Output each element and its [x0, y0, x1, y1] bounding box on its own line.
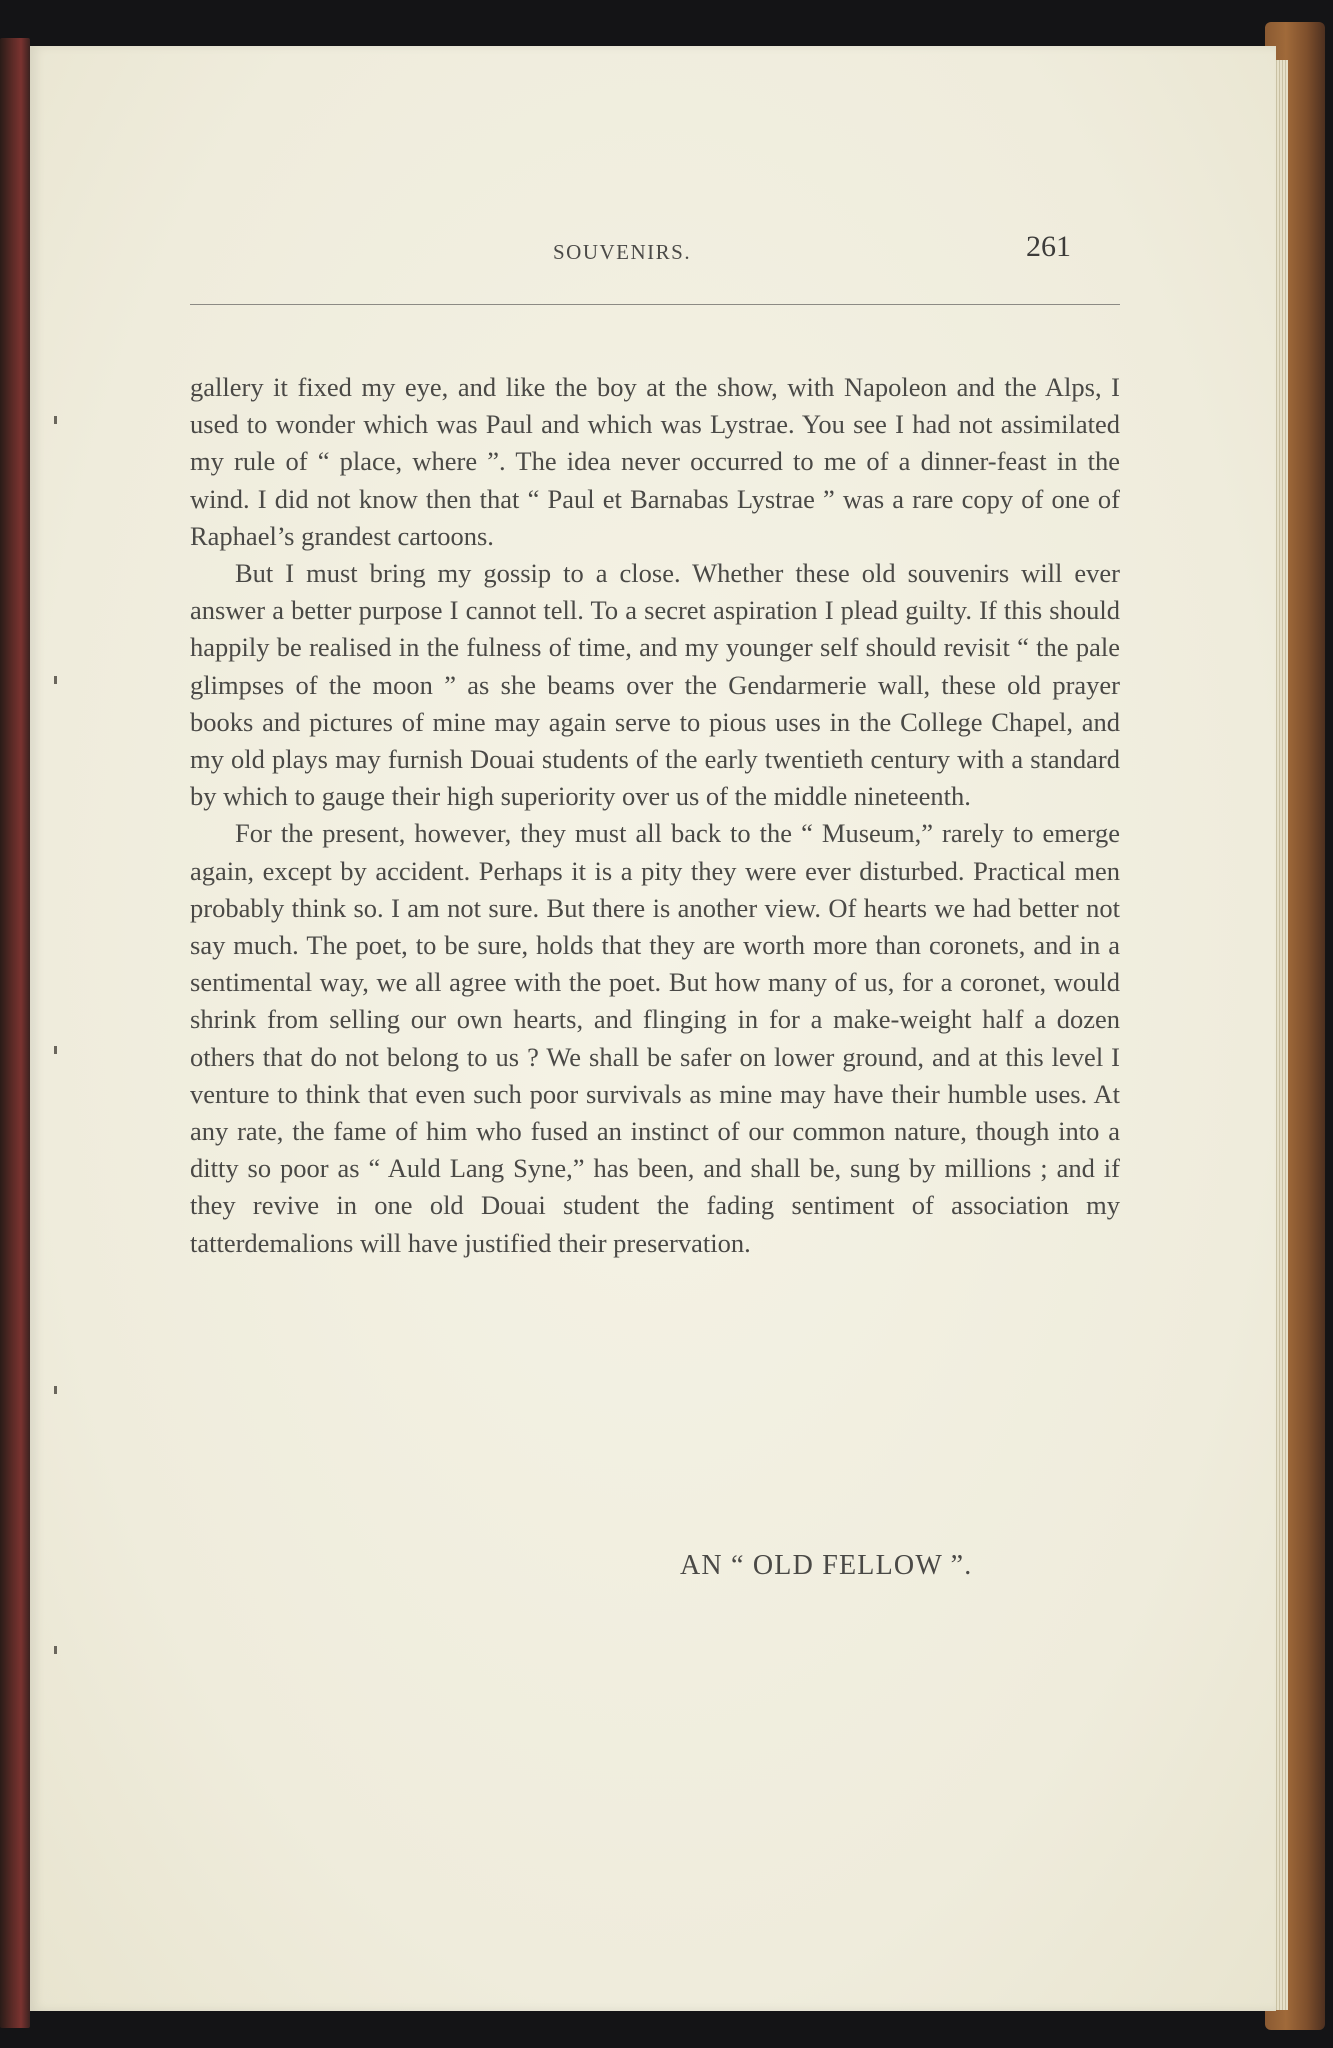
- signature: AN “ OLD FELLOW ”.: [680, 1550, 973, 1581]
- left-cover-edge: [0, 38, 30, 2028]
- paragraph: But I must bring my gossip to a close. Whether these old souvenirs will ever answer a better purpose I cannot tell. To a secret aspiration I plead guilty. If this should happily be realised in the fulness of time, and my younger self should revisit “ the pale glimpses of the moon ” as she beams over the Gendarmerie wall, these old prayer books and pictures of mine may again serve to pious uses in the College Chapel, and my old plays may furnish Douai students of the early twentieth century with a standard by which to gauge their high superiority over us of the middle nineteenth.: [190, 558, 1120, 812]
- paragraph: For the present, however, they must all back to the “ Museum,” rarely to emerge again, except by accident. Perhaps it is a pity they were ever disturbed. Practical men probably think so. I am not sure. But there is another view. Of hearts we had better not say much. The poet, to be sure, holds that they are worth more than coronets, and in a sentimental way, we all agree with the poet. But how many of us, for a coronet, would shrink from selling our own hearts, and flinging in for a make-weight half a dozen others that do not belong to us ? We shall be safer on lower ground, and at this level I venture to think that even such poor survivals as mine may have their humble uses. At any rate, the fame of him who fused an instinct of our common nature, though into a ditty so poor as “ Auld Lang Syne,” has been, and shall be, sung by millions ; and if they revive in one old Douai student the fading sentiment of association my tatterdemalions will have justified their preservation.: [190, 818, 1120, 1258]
- margin-mark: [54, 1646, 57, 1654]
- body-text: [190, 369, 1120, 1262]
- margin-mark: [54, 1046, 57, 1054]
- running-title: SOUVENIRS.: [553, 240, 692, 264]
- margin-mark: [54, 1386, 57, 1394]
- book-page: [30, 46, 1276, 2011]
- running-head: [30, 230, 1276, 280]
- page-number: 261: [1026, 230, 1071, 263]
- paragraph: gallery it fixed my eye, and like the boy at the show, with Napoleon and the Alps, I used to wonder which was Paul and which was Lystrae. You see I had not assimilated my rule of “ place, where ”. The idea never occurred to me of a dinner-feast in the wind. I did not know then that “ Paul et Barnabas Lystrae ” was a rare copy of one of Raphael’s grandest cartoons.: [190, 372, 1120, 551]
- header-rule: [190, 304, 1120, 305]
- margin-mark: [54, 416, 57, 424]
- margin-mark: [54, 676, 57, 684]
